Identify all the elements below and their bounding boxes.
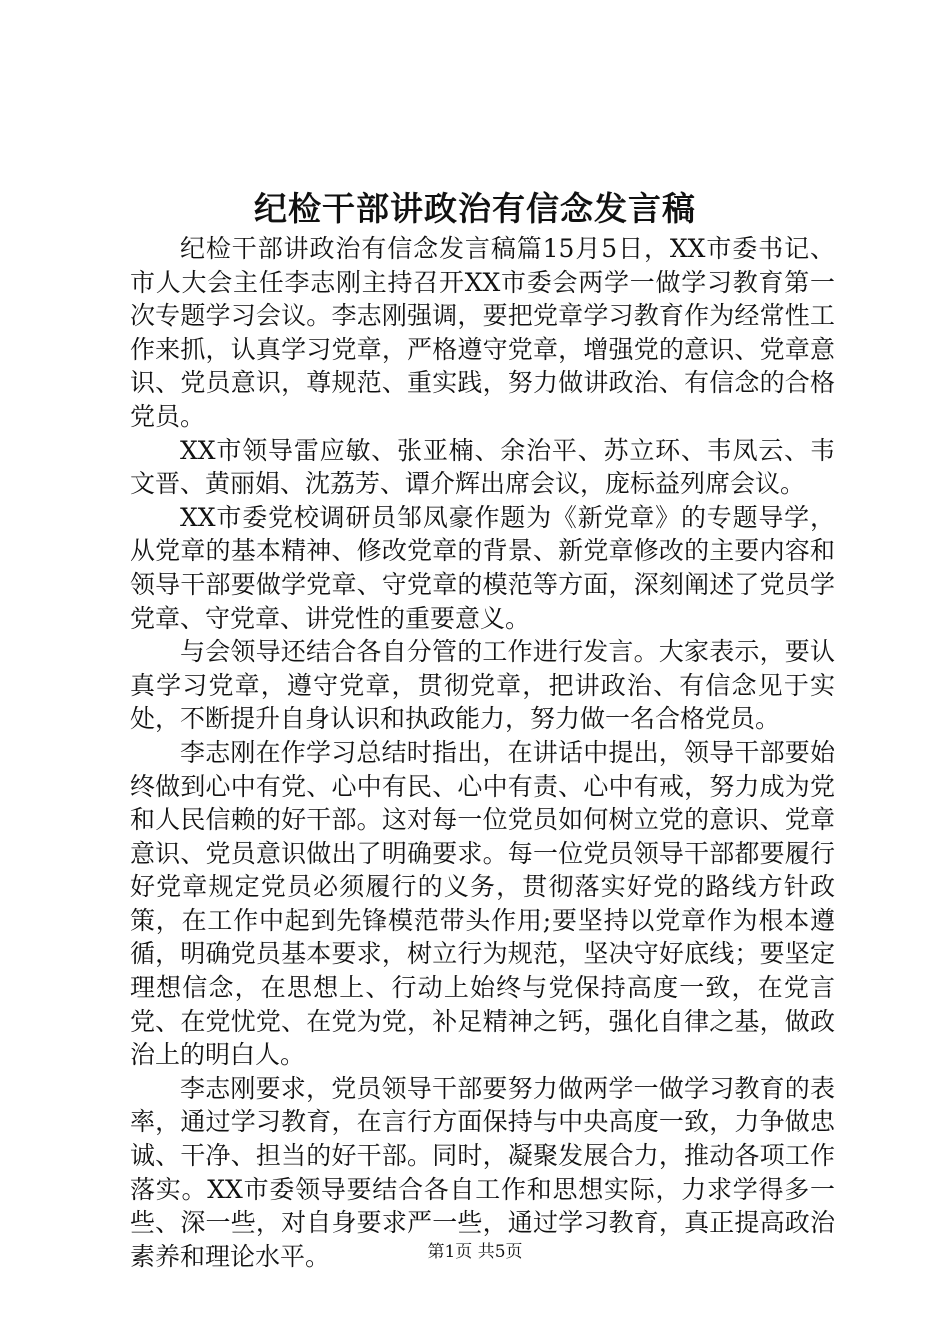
paragraph: 纪检干部讲政治有信念发言稿篇15月5日，XX市委书记、市人大会主任李志刚主持召开XX市委会两学一做学习教育第一次专题学习会议。李志刚强调，要把党章学习教育作为经常性工作来抓，认真学习党章，严格遵守党章，增强党的意识、党章意识、党员意识，尊规范、重实践，努力做讲政治、有信念的合格党员。 bbox=[130, 234, 835, 431]
paragraph: XX市领导雷应敏、张亚楠、余治平、苏立环、韦凤云、韦文晋、黄丽娟、沈荔芳、谭介辉出席会议，庞标益列席会议。 bbox=[130, 435, 835, 499]
paragraph: XX市委党校调研员邹凤豪作题为《新党章》的专题导学，从党章的基本精神、修改党章的背景、新党章修改的主要内容和领导干部要做学党章、守党章的模范等方面，深刻阐述了党员学党章、守党章、讲党性的重要意义。 bbox=[130, 502, 835, 633]
page-footer: 第1页 共5页 bbox=[427, 1242, 523, 1262]
paragraph: 与会领导还结合各自分管的工作进行发言。大家表示，要认真学习党章，遵守党章，贯彻党章，把讲政治、有信念见于实处，不断提升自身认识和执政能力，努力做一名合格党员。 bbox=[130, 637, 835, 734]
document-body bbox=[130, 232, 835, 1273]
paragraph: 李志刚在作学习总结时指出，在讲话中提出，领导干部要始终做到心中有党、心中有民、心中有责、心中有戒，努力成为党和人民信赖的好干部。这对每一位党员如何树立党的意识、党章意识、党员意识做出了明确要求。每一位党员领导干部都要履行好党章规定党员必须履行的义务，贯彻落实好党的路线方针政策，在工作中起到先锋模范带头作用;要坚持以党章作为根本遵循，明确党员基本要求，树立行为规范，坚决守好底线；要坚定理想信念，在思想上、行动上始终与党保持高度一致，在党言党、在党忧党、在党为党，补足精神之钙，强化自律之基，做政治上的明白人。 bbox=[130, 737, 835, 1070]
page-title: 纪检干部讲政治有信念发言稿 bbox=[254, 189, 696, 228]
paragraph: 李志刚要求，党员领导干部要努力做两学一做学习教育的表率，通过学习教育，在言行方面保持与中央高度一致，力争做忠诚、干净、担当的好干部。同时，凝聚发展合力，推动各项工作落实。XX市委领导要结合各自工作和思想实际，力求学得多一些、深一些，对自身要求严一些，通过学习教育，真正提高政治素养和理论水平。 bbox=[130, 1073, 835, 1271]
